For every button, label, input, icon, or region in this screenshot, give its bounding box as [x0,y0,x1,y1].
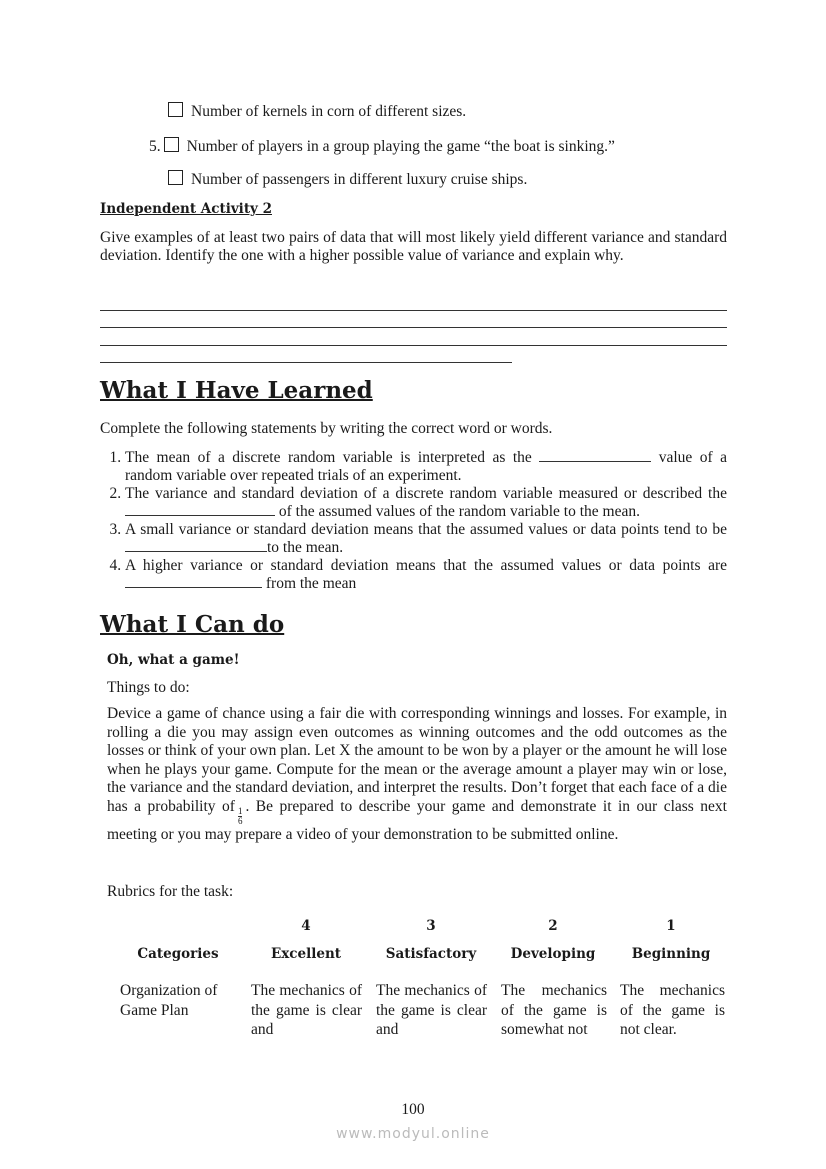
checkbox[interactable] [168,170,183,185]
section-heading-can-do: What I Can do [100,611,285,638]
watermark: www.modyul.online [336,1126,490,1142]
fill-in-list [100,449,727,593]
answer-line[interactable] [100,362,512,363]
list-item: 1. The mean of a discrete random variable is interpreted as the value of a random variable over repeated trials of an experiment. [125,449,727,485]
score-header: 2 [548,918,558,934]
choice-item [168,102,466,121]
score-header: 4 [301,918,311,934]
page-number: 100 [401,1101,425,1118]
things-label: Things to do: [107,679,190,696]
task-subtitle: Oh, what a game! [107,652,240,668]
section-heading-learned: What I Have Learned [100,377,373,404]
score-header: 3 [426,918,436,934]
rubrics-label: Rubrics for the task: [107,883,234,900]
item-number: 5. [149,138,161,155]
choice-text: Number of passengers in different luxury cruise ships. [191,171,528,188]
table-cell: Organization of Game Plan [120,982,218,1019]
choice-item [149,137,615,156]
learned-intro: Complete the following statements by writing the correct word or words. [100,420,553,437]
table-cell: The mechanics of the game is clear and [376,982,487,1038]
answer-line[interactable] [100,327,727,328]
answer-line[interactable] [100,345,727,346]
blank[interactable] [125,575,262,588]
list-item: 2. The variance and standard deviation of a discrete random variable measured or described the of the assumed values of the random variable to the mean. [125,485,727,521]
column-header: Satisfactory [385,946,477,962]
blank[interactable] [125,503,275,516]
column-header: Categories [137,946,219,962]
choice-text: Number of kernels in corn of different sizes. [191,103,467,120]
column-header: Beginning [631,946,711,962]
list-item: 4. A higher variance or standard deviation means that the assumed values or data points are from the mean [125,557,727,593]
activity-instructions: Give examples of at least two pairs of data that will most likely yield different variance and standard deviation. Identify the one with a higher possible value of variance and explain why. [100,229,727,264]
column-header: Excellent [270,946,342,962]
choice-text: Number of players in a group playing the game “the boat is sinking.” [186,138,615,155]
table-cell: The mechanics of the game is somewhat not [501,982,607,1038]
table-cell: The mechanics of the game is clear and [251,982,362,1038]
activity-title: Independent Activity 2 [100,201,272,217]
answer-line[interactable] [100,310,727,311]
blank[interactable] [539,449,651,462]
blank[interactable] [125,539,267,552]
checkbox[interactable] [164,137,179,152]
score-header: 1 [666,918,676,934]
checkbox[interactable] [168,102,183,117]
choice-item [168,170,527,189]
task-description: Device a game of chance using a fair die with corresponding winnings and losses. For example, in rolling a die you may assign even outcomes as winning outcomes and the odd outcomes as the losses or think of your own plan. Let X the amount to be won by a player or the amount he will lose when he plays your game. Compute for the mean or the average amount a player may win or lose, the variance and the standard deviation, and interpret the results. Don’t forget that each face of a die has a probability of $\frac{1}{6}$ . Be prepared to describe your game and demonstrate it in our class next meeting or you may prepare a video of your demonstration to be submitted online. [107,705,727,843]
fraction: $\frac{1}{6}$ [237,805,243,826]
column-header: Developing [510,946,596,962]
list-item: 3. A small variance or standard deviation means that the assumed values or data points tend to be to the mean. [125,521,727,557]
table-cell: The mechanics of the game is not clear. [620,982,725,1038]
